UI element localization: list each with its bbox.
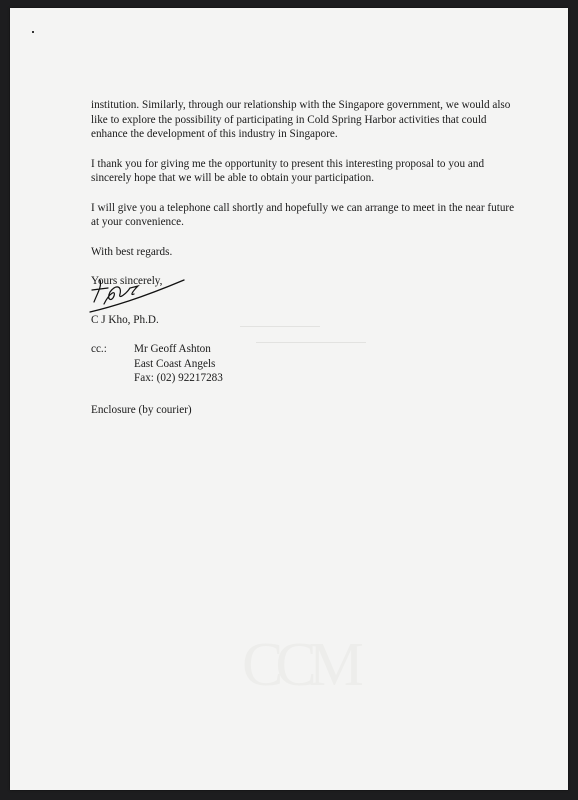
paragraph-thanks: I thank you for giving me the opportunity to present this interesting proposal to you and sincerely hope that we will be able to obtain your participation.	[91, 157, 485, 184]
scan-speck	[32, 31, 34, 33]
letter-body	[91, 98, 521, 289]
paragraph-regards: With best regards.	[91, 245, 173, 258]
closing: Yours sincerely,	[91, 275, 163, 287]
signer-name: C J Kho, Ph.D.	[91, 314, 159, 326]
enclosure-note: Enclosure (by courier)	[91, 404, 192, 416]
cc-label: cc.:	[91, 343, 107, 355]
cc-recipient-fax: Fax: (02) 92217283	[134, 372, 223, 384]
cc-recipient-name: Mr Geoff Ashton	[134, 343, 211, 355]
faint-mark	[240, 326, 320, 327]
signature-icon	[86, 274, 186, 316]
cc-recipient-org: East Coast Angels	[134, 357, 216, 370]
paragraph-telephone: I will give you a telephone call shortly and hopefully we can arrange to meet in the near future at your convenience.	[91, 201, 515, 228]
faint-mark	[256, 342, 366, 343]
letterhead-watermark: CCM	[242, 631, 356, 699]
paragraph-institution: institution. Similarly, through our relationship with the Singapore government, we would also like to explore the possibility of participating in Cold Spring Harbor activities that could enhance the development of this industry in Singapore.	[91, 99, 511, 140]
document-page	[10, 8, 568, 790]
